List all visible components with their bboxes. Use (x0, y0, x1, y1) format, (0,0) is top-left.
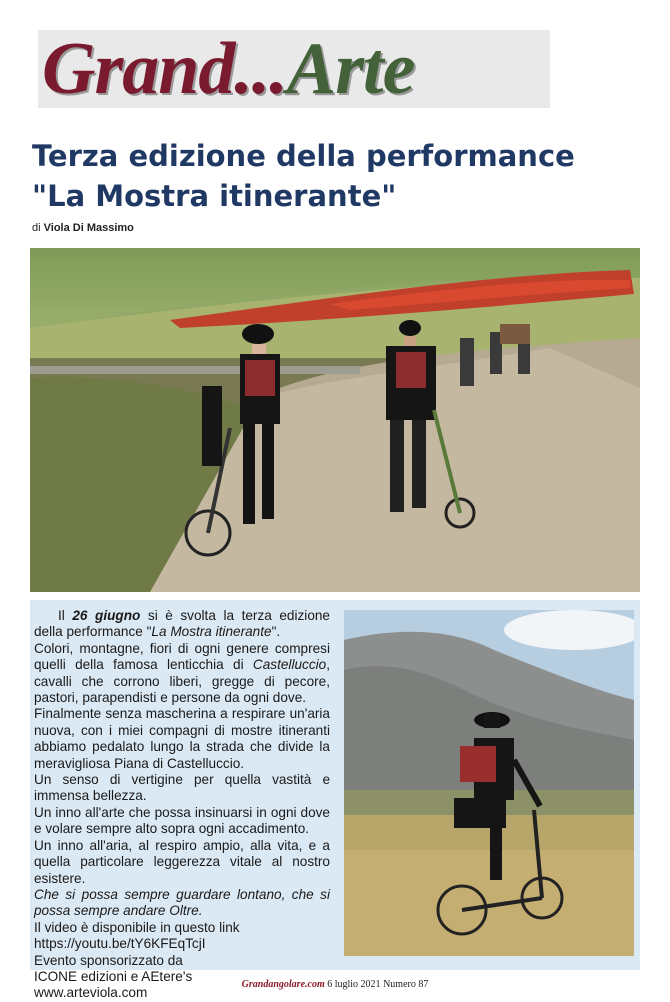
footer-site: Grandangolare.com (241, 979, 325, 990)
paragraph-3: Finalmente senza mascherina a respirare un'aria nuova, con i miei compagni di mostre itineranti abbiamo pedalato lungo la strada che divide la meravigliosa Piana di Castelluccio. (34, 706, 330, 771)
headline-line-2: "La Mostra itinerante" (32, 179, 397, 213)
sponsor-name: ICONE edizioni e AEtere's (34, 968, 193, 984)
headline-line-1: Terza edizione della performance (32, 139, 575, 173)
footer-date: 6 luglio 2021 (327, 979, 381, 990)
paragraph-4: Un senso di vertigine per quella vastità e immensa bellezza. (34, 772, 330, 804)
byline (32, 222, 134, 234)
p2-text-b: , cavalli che corrono liberi, gregge di pecore, pastori, parapendisti e persone da ogni dove. (34, 657, 330, 706)
logo-part-grand: Grand... (42, 28, 287, 110)
logo-part-arte: Arte (286, 28, 415, 110)
paragraph-5: Un inno all'arte che possa insinuarsi in ogni dove e volare sempre alto sopra ogni accadimento. (34, 804, 330, 837)
paragraph-10: Evento sponsorizzato da (34, 952, 183, 968)
paragraph-2 (34, 641, 330, 707)
paragraph-6: Un inno all'aria, al respiro ampio, alla vita, e a quella particolare leggerezza vitale al nostro esistere. (34, 837, 330, 886)
p1-text-c: ". (271, 624, 281, 640)
page-footer (0, 979, 670, 990)
p2-text-a: Colori, montagne, fiori di ogni genere compresi quelli della famosa lenticchia di (34, 640, 330, 673)
p1-text-b: si è svolta la terza edizione della performance " (34, 608, 330, 640)
footer-issue: Numero 87 (383, 979, 429, 990)
side-photo (344, 610, 634, 956)
main-photo-illustration (30, 248, 640, 592)
masthead (38, 30, 550, 108)
magazine-logo (42, 24, 414, 114)
byline-prefix: di (32, 222, 41, 234)
video-link[interactable]: https://youtu.be/tY6KFEqTcjI (34, 936, 206, 952)
side-photo-illustration (344, 610, 634, 956)
paragraph-7 (34, 887, 330, 920)
website-link[interactable]: www.arteviola.com (34, 985, 148, 1001)
paragraph-1 (34, 608, 330, 641)
article-body (34, 608, 330, 1002)
event-date: 26 giugno (72, 608, 141, 623)
author-name: Viola Di Massimo (43, 222, 134, 234)
closing-quote: Che si possa sempre guardare lontano, che si possa sempre andare Oltre. (34, 886, 330, 919)
performance-title: La Mostra itinerante (151, 624, 272, 640)
paragraph-8: Il video è disponibile in questo link (34, 919, 240, 935)
place-name: Castelluccio (252, 657, 327, 673)
p1-text-a: Il (58, 608, 73, 623)
article-headline (32, 136, 642, 216)
main-photo (30, 248, 640, 592)
